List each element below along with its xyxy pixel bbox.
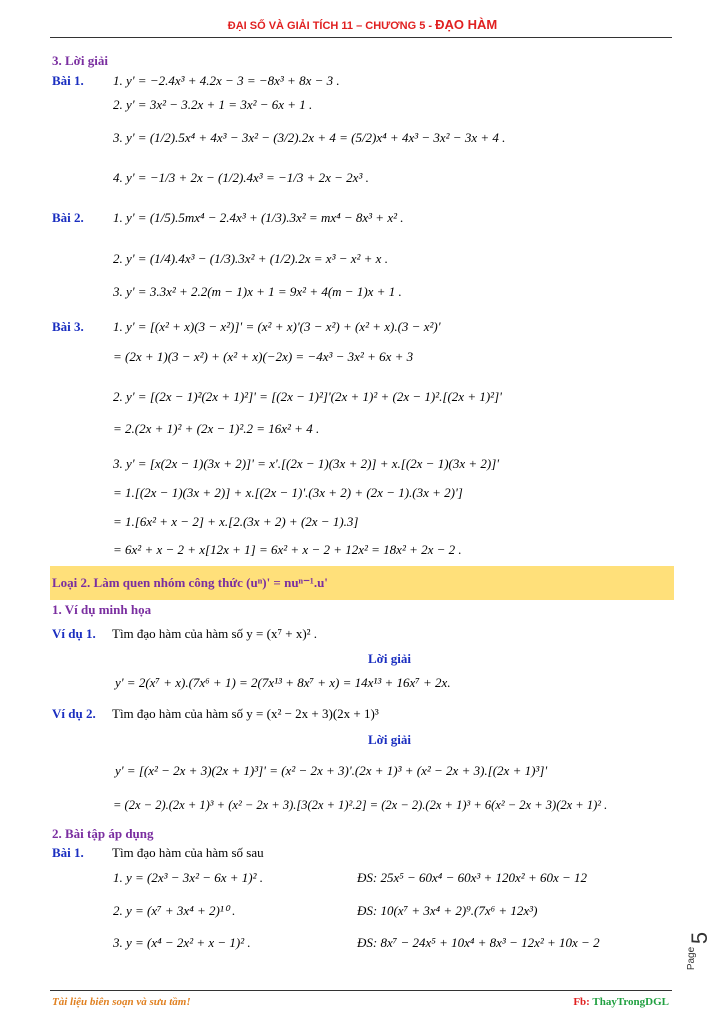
bai1-line3: 3. y' = (1/2).5x⁴ + 4x³ − 3x² − (3/2).2x + 4 = (5/2)x⁴ + 4x³ − 3x² − 3x + 4 . xyxy=(113,130,506,145)
vd1-solution-heading: Lời giải xyxy=(368,651,411,666)
section-vi-du: 1. Ví dụ minh họa xyxy=(52,602,152,617)
vd2-label: Ví dụ 2. xyxy=(52,706,96,721)
footer-right xyxy=(573,996,669,1008)
header-rule xyxy=(50,37,672,38)
bt1-answer3: ĐS: 8x⁷ − 24x⁵ + 10x⁴ + 8x³ − 12x² + 10x − 2 xyxy=(357,935,600,950)
loai2-title: Loại 2. Làm quen nhóm công thức (uⁿ)' = nuⁿ⁻¹.u' xyxy=(52,575,328,590)
bt1-problem2: 2. y = (x⁷ + 3x⁴ + 2)¹⁰ . xyxy=(113,903,236,918)
vd2-answer-line1: y' = [(x² − 2x + 3)(2x + 1)³]' = (x² − 2x + 3)'.(2x + 1)³ + (x² − 2x + 3).[(2x + 1)³]' xyxy=(115,763,548,778)
bt1-problem1: 1. y = (2x³ − 3x² − 6x + 1)² . xyxy=(113,870,264,885)
footer-fb-label: Fb: xyxy=(573,996,593,1008)
bai3-line4: = 2.(2x + 1)² + (2x − 1)².2 = 16x² + 4 . xyxy=(113,421,320,436)
footer-rule xyxy=(50,990,672,991)
bai3-line8: = 6x² + x − 2 + x[12x + 1] = 6x² + x − 2 + 12x² = 18x² + 2x − 2 . xyxy=(113,542,462,557)
vd2-solution-heading: Lời giải xyxy=(368,732,411,747)
bai3-line1: 1. y' = [(x² + x)(3 − x²)]' = (x² + x)'(3 − x²) + (x² + x).(3 − x²)' xyxy=(113,319,441,334)
bai3-line2: = (2x + 1)(3 − x²) + (x² + x)(−2x) = −4x³ − 3x² + 6x + 3 xyxy=(113,349,414,364)
footer-author-link[interactable]: ThayTrongDGL xyxy=(592,996,669,1008)
bai3-line5: 3. y' = [x(2x − 1)(3x + 2)]' = x'.[(2x − 1)(3x + 2)] + x.[(2x − 1)(3x + 2)]' xyxy=(113,456,500,471)
bai1-line4: 4. y' = −1/3 + 2x − (1/2).4x³ = −1/3 + 2x − 2x³ . xyxy=(113,170,369,185)
bai2-line3: 3. y' = 3.3x² + 2.2(m − 1)x + 1 = 9x² + 4(m − 1)x + 1 . xyxy=(113,284,402,299)
bai1-line1: 1. y' = −2.4x³ + 4.2x − 3 = −8x³ + 8x − 3 . xyxy=(113,73,340,88)
header-title-big: ĐẠO HÀM xyxy=(435,17,498,32)
bt1-answer2: ĐS: 10(x⁷ + 3x⁴ + 2)⁹.(7x⁶ + 12x³) xyxy=(357,903,538,918)
page-header xyxy=(0,17,725,32)
bai1-line2: 2. y' = 3x² − 3.2x + 1 = 3x² − 6x + 1 . xyxy=(113,97,313,112)
vd1-label: Ví dụ 1. xyxy=(52,626,96,641)
bai2-line1: 1. y' = (1/5).5mx⁴ − 2.4x³ + (1/3).3x² = mx⁴ − 8x³ + x² . xyxy=(113,210,404,225)
loai2-banner xyxy=(50,566,674,600)
bai3-line6: = 1.[(2x − 1)(3x + 2)] + x.[(2x − 1)'.(3x + 2) + (2x − 1).(3x + 2)'] xyxy=(113,485,463,500)
bai3-line3: 2. y' = [(2x − 1)²(2x + 1)²]' = [(2x − 1)²]'(2x + 1)² + (2x − 1)².[(2x + 1)²]' xyxy=(113,389,502,404)
section-loi-giai: 3. Lời giải xyxy=(52,53,108,68)
page-word: Page xyxy=(686,946,698,971)
footer-left-text: Tài liệu biên soạn và sưu tầm! xyxy=(52,996,191,1008)
header-title: ĐẠI SỐ VÀ GIẢI TÍCH 11 – CHƯƠNG 5 - xyxy=(227,20,436,32)
bt1-label: Bài 1. xyxy=(52,845,84,860)
bai3-line7: = 1.[6x² + x − 2] + x.[2.(3x + 2) + (2x − 1).3] xyxy=(113,514,359,529)
bai1-label: Bài 1. xyxy=(52,73,84,88)
page-number: 5 xyxy=(687,931,713,945)
vd2-question: Tìm đạo hàm của hàm số y = (x² − 2x + 3)(2x + 1)³ xyxy=(112,706,379,721)
bai2-line2: 2. y' = (1/4).4x³ − (1/3).3x² + (1/2).2x = x³ − x² + x . xyxy=(113,251,388,266)
vd1-question: Tìm đạo hàm của hàm số y = (x⁷ + x)² . xyxy=(112,626,318,641)
page-number-tab xyxy=(686,925,720,975)
vd1-answer: y' = 2(x⁷ + x).(7x⁶ + 1) = 2(7x¹³ + 8x⁷ + x) = 14x¹³ + 16x⁷ + 2x. xyxy=(115,675,451,690)
bai2-label: Bài 2. xyxy=(52,210,84,225)
section-bai-tap: 2. Bài tập áp dụng xyxy=(52,826,154,841)
bt1-question: Tìm đạo hàm của hàm số sau xyxy=(112,845,264,860)
bai3-label: Bài 3. xyxy=(52,319,84,334)
vd2-answer-line2: = (2x − 2).(2x + 1)³ + (x² − 2x + 3).[3(2x + 1)².2] = (2x − 2).(2x + 1)³ + 6(x² − 2x + 3)(2x + 1)² . xyxy=(113,798,608,812)
bt1-problem3: 3. y = (x⁴ − 2x² + x − 1)² . xyxy=(113,935,251,950)
bt1-answer1: ĐS: 25x⁵ − 60x⁴ − 60x³ + 120x² + 60x − 12 xyxy=(357,870,588,885)
